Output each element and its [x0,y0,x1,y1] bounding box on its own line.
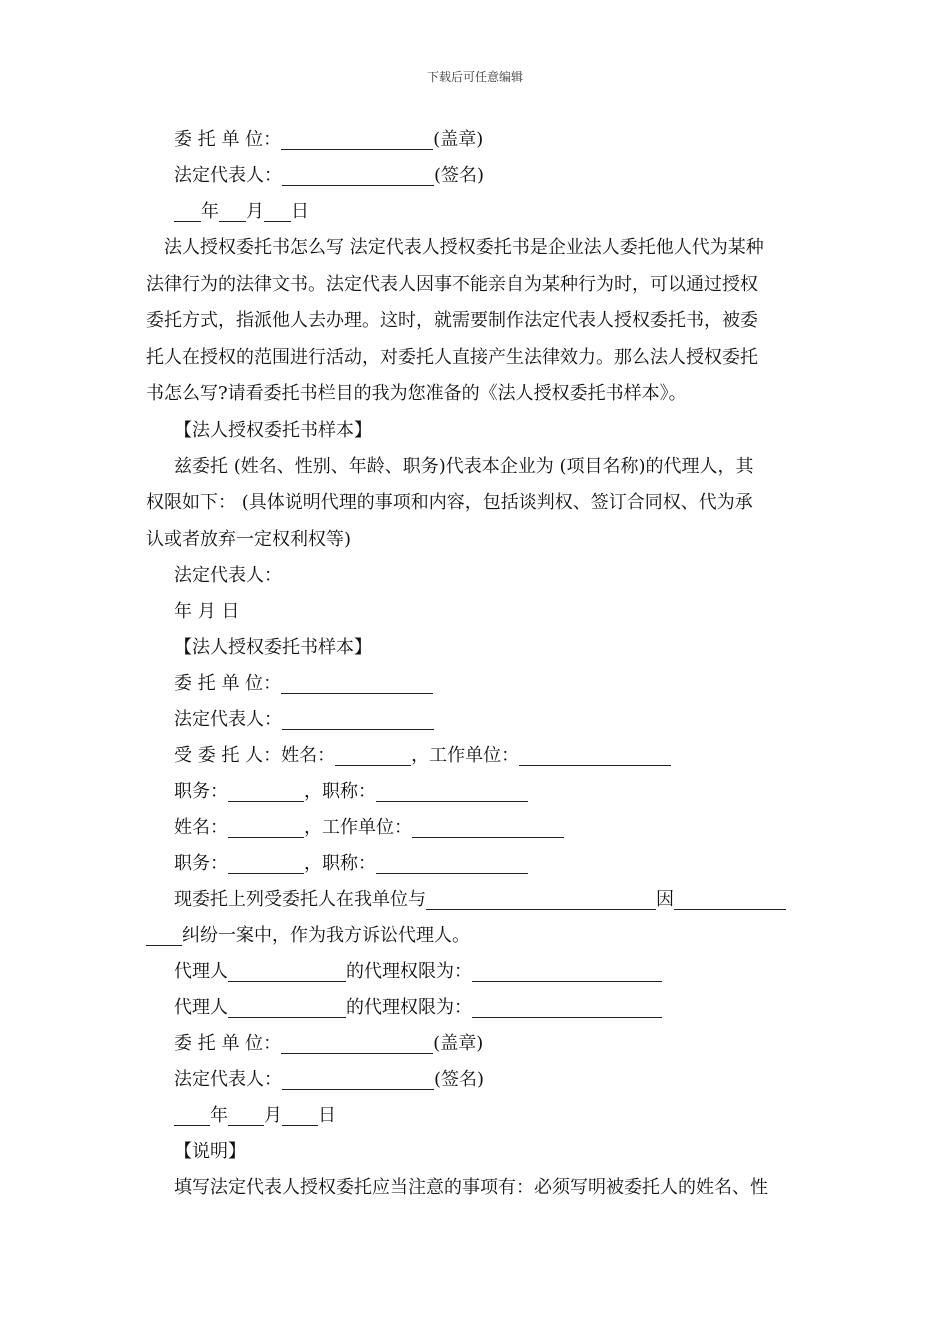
agent-blank [228,959,346,982]
work-unit-label: ，工作单位： [411,745,520,766]
scope-blank [472,959,662,982]
unit-label: 委 托 单 位： [174,129,282,150]
intro-line: 托人在授权的范围进行活动，对委托人直接产生法律效力。那么法人授权委托 [146,346,758,368]
month-blank [228,1103,264,1126]
rep-label: 法定代表人： [174,165,282,186]
reason-blank-cont [146,923,182,946]
intro-paragraph [146,230,810,413]
day-blank [264,199,291,222]
agent-scope-line-2 [146,990,810,1026]
intro-line: 法人授权委托书怎么写 法定代表人授权委托书是企业法人委托他人代为某种 [164,237,764,258]
agent-label: 受 委 托 人：姓名： [174,745,336,766]
s2-date-line [146,1098,810,1134]
agent-suffix: 的代理权限为： [346,961,472,982]
unit-blank [281,127,433,150]
year-label: 年 [210,1105,228,1126]
agent-suffix: 的代理权限为： [346,997,472,1018]
year-blank [174,1103,210,1126]
unit-label: 委 托 单 位： [174,1033,282,1054]
page-header: 下载后可任意编辑 [426,70,523,84]
title-line-2 [146,846,810,882]
rank-label: ，职称： [304,781,376,802]
name-blank [335,743,411,766]
title-label: 职务： [174,781,228,802]
title-label: 职务： [174,853,228,874]
sample1-body [146,449,810,559]
agent-scope-line [146,954,810,990]
scope-blank [472,995,662,1018]
rank-blank [376,851,528,874]
document-body [146,122,810,1206]
date-line [146,194,810,230]
year-label: 年 [201,201,219,222]
name-label: 姓名： [174,817,228,838]
month-label: 月 [264,1105,282,1126]
work-unit-blank [412,815,564,838]
sample1-heading: 【法人授权委托书样本】 [174,419,372,441]
name-blank [228,815,304,838]
day-blank [282,1103,318,1126]
reason-blank [674,887,786,910]
day-label: 日 [318,1105,336,1126]
case-line [146,882,810,918]
month-label: 月 [246,201,264,222]
case-line-2 [146,918,810,954]
sample1-rep: 法定代表人： [174,565,282,586]
rank-blank [376,779,528,802]
agent-prefix: 代理人 [174,997,228,1018]
work-unit-blank [519,743,671,766]
s2-rep-line [146,702,810,738]
agent-blank [228,995,346,1018]
title-blank [228,851,304,874]
s2-unit-line [146,666,810,702]
year-blank [174,199,201,222]
sample1-date: 年 月 日 [174,601,240,622]
sign-note: (签名) [434,165,485,186]
title-line [146,774,810,810]
unit-label: 委 托 单 位： [174,673,282,694]
case-suffix: 纠纷一案中，作为我方诉讼代理人。 [182,925,470,946]
party-blank [426,887,656,910]
rep-blank [282,707,434,730]
day-label: 日 [291,201,309,222]
rep-line [146,158,810,194]
name-line [146,810,810,846]
unit-line [146,122,810,158]
intro-line: 委托方式，指派他人去办理。这时，就需要制作法定代表人授权委托书，被委 [146,310,758,331]
s2-unit-seal-line [146,1026,810,1062]
notes-text: 填写法定代表人授权委托应当注意的事项有：必须写明被委托人的姓名、性 [174,1177,768,1198]
intro-line: 法律行为的法律文书。法定代表人因事不能亲自为某种行为时，可以通过授权 [146,273,758,295]
unit-blank [281,671,433,694]
rank-label: ，职称： [304,853,376,874]
month-blank [219,199,246,222]
sample1-line: 权限如下： (具体说明代理的事项和内容，包括谈判权、签订合同权、代为承 [146,492,753,513]
notes-heading: 【说明】 [174,1141,246,1162]
seal-note: (盖章) [433,129,484,150]
agent-prefix: 代理人 [174,961,228,982]
intro-line: 书怎么写?请看委托书栏目的我为您准备的《法人授权委托书样本》。 [146,383,687,404]
title-blank [228,779,304,802]
s2-rep-sign-line [146,1062,810,1098]
rep-label: 法定代表人： [174,1069,282,1090]
case-prefix: 现委托上列受委托人在我单位与 [174,889,426,910]
unit-blank [281,1031,433,1054]
case-mid: 因 [656,889,674,910]
sample2-heading: 【法人授权委托书样本】 [174,637,372,658]
rep-label: 法定代表人： [174,709,282,730]
seal-note: (盖章) [433,1033,484,1054]
sample1-line: 兹委托 (姓名、性别、年龄、职务)代表本企业为 (项目名称)的代理人，其 [174,455,754,477]
rep-blank [282,1067,434,1090]
agent-line [146,738,810,774]
sample1-line: 认或者放弃一定权利权等) [146,528,352,550]
rep-blank [282,163,434,186]
sign-note: (签名) [434,1069,485,1090]
work-unit-label: ，工作单位： [304,817,412,838]
